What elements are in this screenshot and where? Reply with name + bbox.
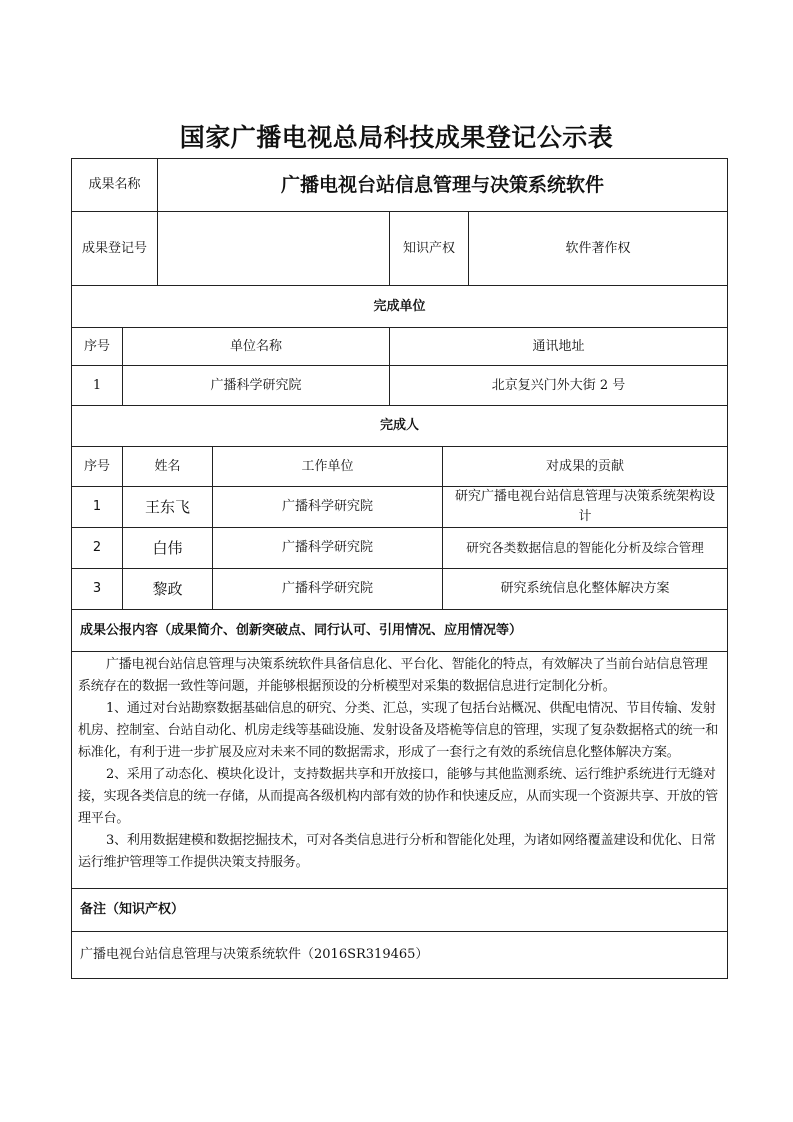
content-p3: 2、采用了动态化、模块化设计，支持数据共享和开放接口，能够与其他监测系统、运行维护系统进行无缝对接，实现各类信息的统一存储，从而提高各级机构内部有效的协作和快速反应，从而实现一个资源共享、开放的管理平台。 <box>78 767 719 826</box>
achievement-name-label: 成果名称 <box>72 159 158 212</box>
persons-header-name: 姓名 <box>123 447 213 487</box>
units-header-name: 单位名称 <box>123 328 390 366</box>
units-header-address: 通讯地址 <box>390 328 728 366</box>
units-section-title: 完成单位 <box>72 286 728 328</box>
unit-row-name: 广播科学研究院 <box>123 366 390 406</box>
person-row-contribution: 研究系统信息化整体解决方案 <box>443 569 728 610</box>
person-row-contribution: 研究各类数据信息的智能化分析及综合管理 <box>443 528 728 569</box>
content-p4: 3、利用数据建模和数据挖掘技术，可对各类信息进行分析和智能化处理，为诸如网络覆盖建设和优化、日常运行维护管理等工作提供决策支持服务。 <box>78 833 716 870</box>
units-header-no: 序号 <box>72 328 123 366</box>
person-row-no: 1 <box>72 487 123 528</box>
page-title: 国家广播电视总局科技成果登记公示表 <box>179 123 614 152</box>
persons-header-contribution: 对成果的贡献 <box>443 447 728 487</box>
person-row-unit: 广播科学研究院 <box>213 487 443 528</box>
achievement-name-value: 广播电视台站信息管理与决策系统软件 <box>158 159 728 212</box>
content-paragraph <box>78 654 720 874</box>
person-row-name: 王东飞 <box>123 487 213 528</box>
content-header: 成果公报内容（成果简介、创新突破点、同行认可、引用情况、应用情况等） <box>72 610 728 652</box>
person-row-unit: 广播科学研究院 <box>213 569 443 610</box>
content-p2: 1、通过对台站勘察数据基础信息的研究、分类、汇总，实现了包括台站概况、供配电情况、节目传输、发射机房、控制室、台站自动化、机房走线等基础设施、发射设备及塔桅等信息的管理，实现了复杂数据格式的统一和标准化，有利于进一步扩展及应对未来不同的数据需求，形成了一套行之有效的系统信息化整体解决方案。 <box>78 701 719 760</box>
reg-no-value <box>158 212 390 286</box>
unit-row-no: 1 <box>72 366 123 406</box>
remarks-value: 广播电视台站信息管理与决策系统软件（2016SR319465） <box>72 932 728 979</box>
ip-label: 知识产权 <box>390 212 469 286</box>
person-row-name: 白伟 <box>123 528 213 569</box>
person-row-name: 黎政 <box>123 569 213 610</box>
persons-header-unit: 工作单位 <box>213 447 443 487</box>
ip-value: 软件著作权 <box>469 212 728 286</box>
persons-section-title: 完成人 <box>72 406 728 447</box>
reg-no-label: 成果登记号 <box>72 212 158 286</box>
person-row-unit: 广播科学研究院 <box>213 528 443 569</box>
remarks-header: 备注（知识产权） <box>72 889 728 932</box>
person-row-contribution: 研究广播电视台站信息管理与决策系统架构设计 <box>443 487 728 528</box>
person-row-no: 2 <box>72 528 123 569</box>
persons-header-no: 序号 <box>72 447 123 487</box>
person-row-no: 3 <box>72 569 123 610</box>
content-p1: 广播电视台站信息管理与决策系统软件具备信息化、平台化、智能化的特点，有效解决了当前台站信息管理系统存在的数据一致性等问题，并能够根据预设的分析模型对采集的数据信息进行定制化分析。 <box>78 657 708 694</box>
unit-row-address: 北京复兴门外大街 2 号 <box>390 366 728 406</box>
